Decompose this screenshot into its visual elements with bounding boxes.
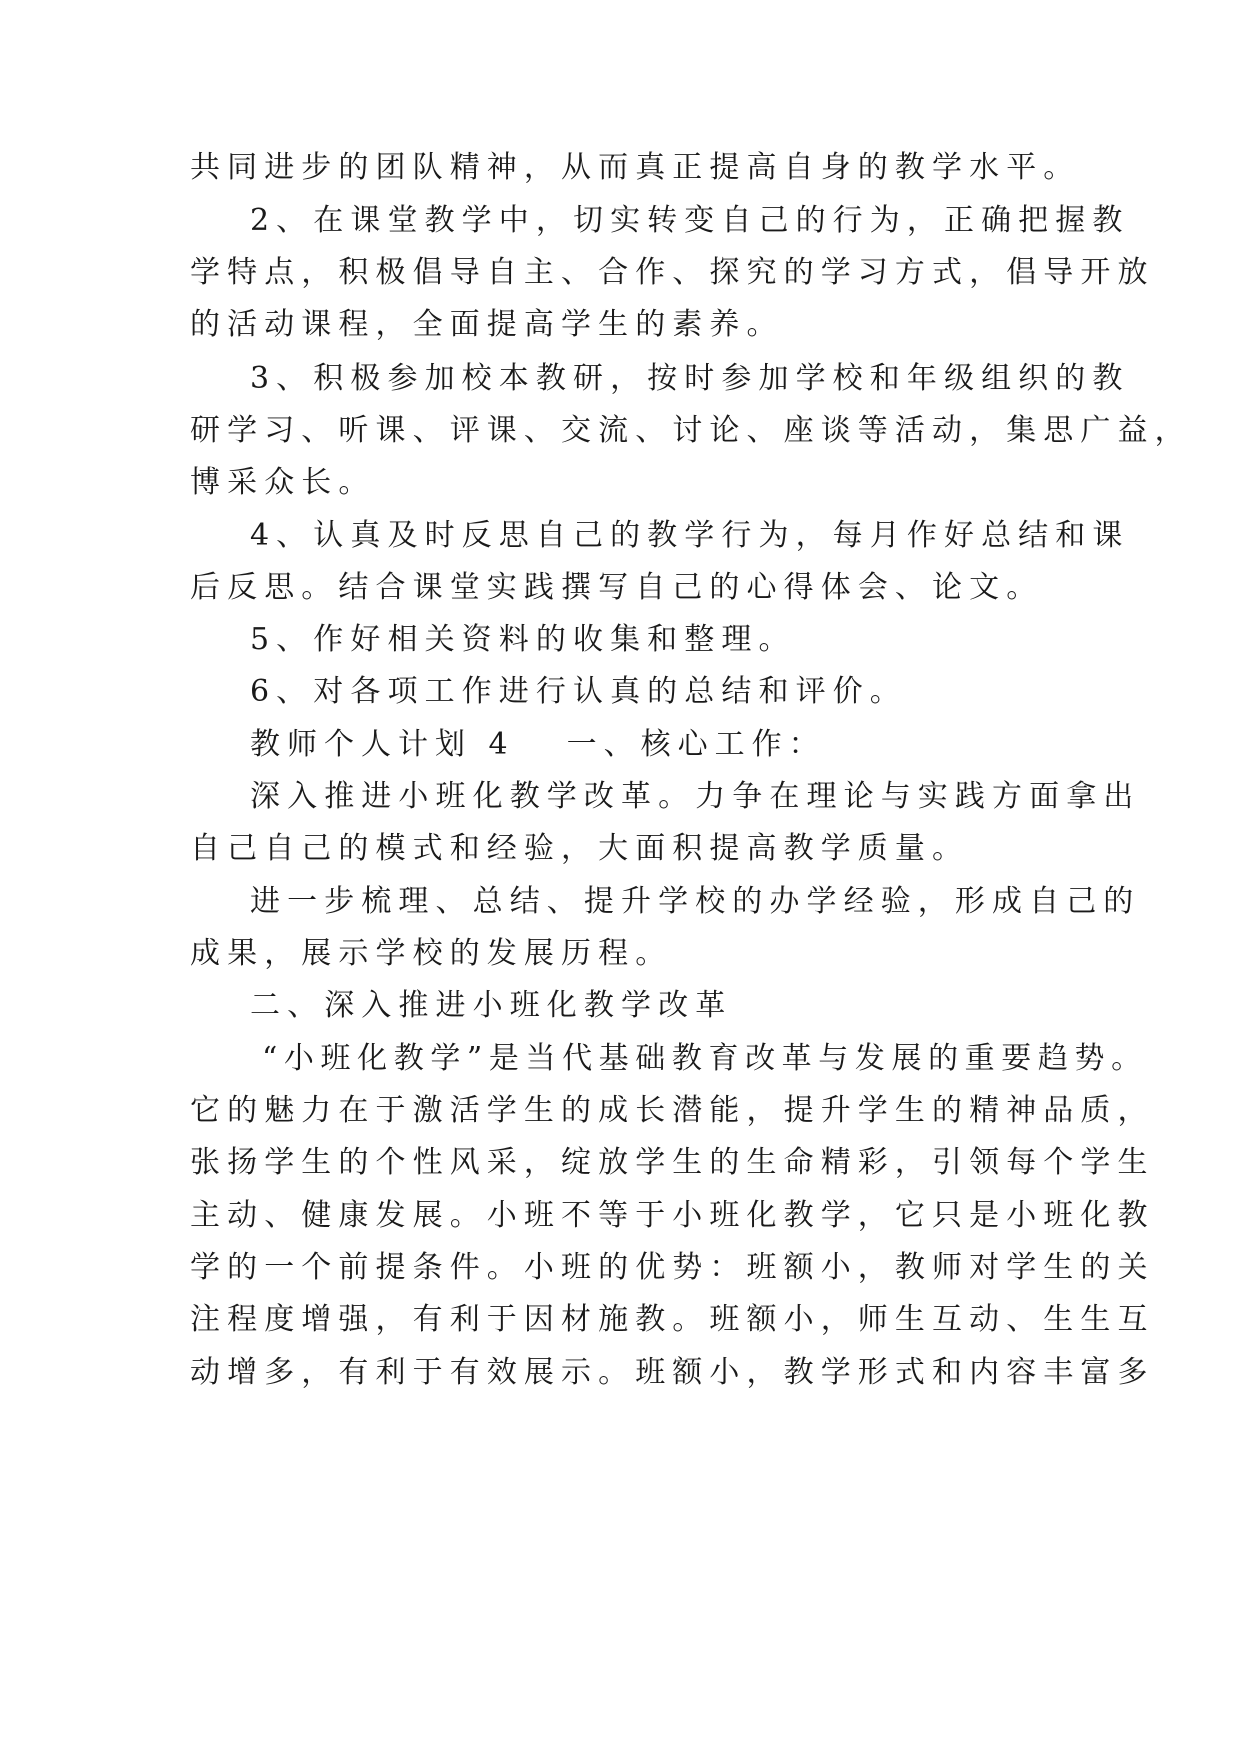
core-work-line-1: 深入推进小班化教学改革。力争在理论与实践方面拿出 [250, 779, 1141, 814]
core-work-line-4: 成果，展示学校的发展历程。 [190, 936, 673, 971]
list-item-2-line-1: 2、在课堂教学中，切实转变自己的行为，正确把握教 [250, 203, 1130, 238]
small-class-para-line-4: 主动、健康发展。小班不等于小班化教学，它只是小班化教 [190, 1198, 1155, 1233]
section-one-heading: 一、核心工作： [566, 727, 826, 762]
list-item-4-line-1: 4、认真及时反思自己的教学行为，每月作好总结和课 [250, 518, 1130, 553]
core-work-line-3: 进一步梳理、总结、提升学校的办学经验，形成自己的 [250, 884, 1141, 919]
list-item-3-line-2: 研学习、听课、评课、交流、讨论、座谈等活动，集思广益， [190, 413, 1192, 448]
plan-title: 教师个人计划 4 [250, 727, 515, 762]
section-two-heading: 二、深入推进小班化教学改革 [250, 988, 733, 1023]
paragraph-line: 共同进步的团队精神，从而真正提高自身的教学水平。 [190, 150, 1081, 185]
list-item-4-line-2: 后反思。结合课堂实践撰写自己的心得体会、论文。 [190, 570, 1044, 605]
small-class-para-line-3: 张扬学生的个性风采，绽放学生的生命精彩，引领每个学生 [190, 1145, 1155, 1180]
small-class-para-line-1: “小班化教学”是当代基础教育改革与发展的重要趋势。 [262, 1041, 1148, 1076]
small-class-para-line-6: 注程度增强，有利于因材施教。班额小，师生互动、生生互 [190, 1302, 1155, 1337]
core-work-line-2: 自己自己的模式和经验，大面积提高教学质量。 [190, 831, 970, 866]
list-item-3-line-3: 博采众长。 [190, 465, 376, 500]
small-class-para-line-2: 它的魅力在于激活学生的成长潜能，提升学生的精神品质， [190, 1093, 1155, 1128]
small-class-para-line-7: 动增多，有利于有效展示。班额小，教学形式和内容丰富多 [190, 1355, 1155, 1390]
list-item-2-line-3: 的活动课程，全面提高学生的素养。 [190, 307, 784, 342]
list-item-6: 6、对各项工作进行认真的总结和评价。 [250, 674, 907, 709]
list-item-5: 5、作好相关资料的收集和整理。 [250, 622, 796, 657]
small-class-para-line-5: 学的一个前提条件。小班的优势：班额小，教师对学生的关 [190, 1250, 1155, 1285]
list-item-2-line-2: 学特点，积极倡导自主、合作、探究的学习方式，倡导开放 [190, 255, 1155, 290]
plan-heading-row [250, 715, 1241, 775]
list-item-3-line-1: 3、积极参加校本教研，按时参加学校和年级组织的教 [250, 361, 1130, 396]
